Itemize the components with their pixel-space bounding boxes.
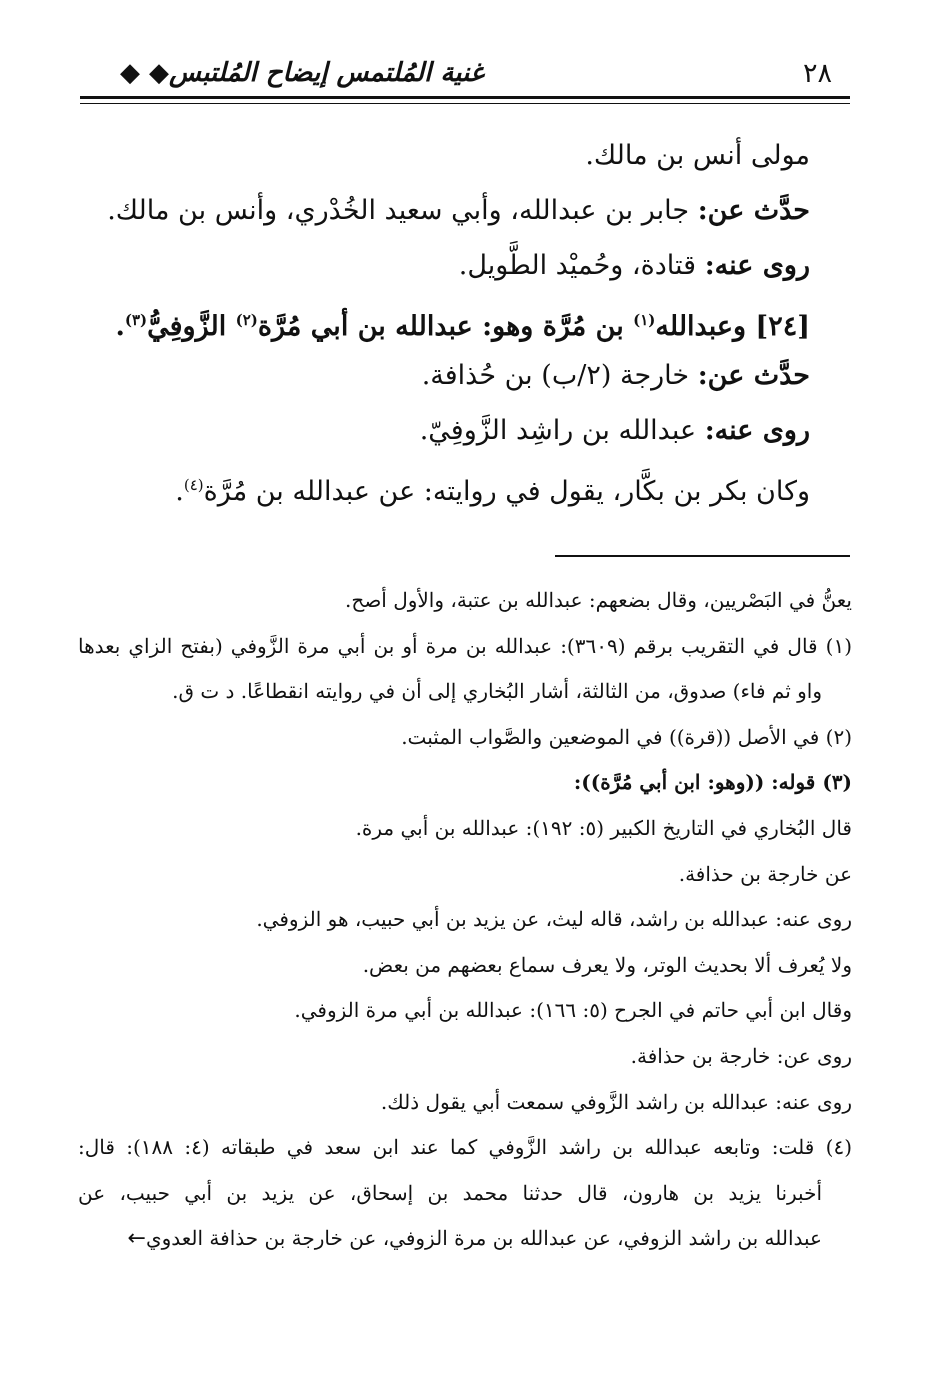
footnote-line [78, 1216, 852, 1262]
entry-name: بن مُرَّة وهو: عبدالله بن أبي مُرَّة [257, 311, 634, 342]
entry-heading [115, 293, 810, 348]
footnote-line: (١) قال في التقريب برقم (٣٦٠٩): عبدالله بن مرة أو بن أبي مرة الزَّوفي (بفتح الزاي بعدها [78, 633, 852, 658]
footnote-line: روى عنه: عبدالله بن راشد، قاله ليث، عن يزيد بن أبي حبيب، هو الزوفي. [256, 907, 852, 932]
text-line [130, 348, 810, 403]
text-line [107, 183, 810, 238]
narrated-by-label: روى عنه: [704, 250, 810, 281]
line-text: وكان بكر بن بكَّار، يقول في روايته: عن عبدالله بن مُرَّة [203, 476, 810, 507]
footnote-line: عن خارجة بن حذافة. [678, 861, 852, 886]
footnote-separator [555, 555, 850, 557]
narrated-by-label: روى عنه: [704, 415, 810, 446]
line-text: عبدالله بن راشِد الزَّوفِيّ. [419, 415, 705, 446]
footnote-line: ولا يُعرف ألا بحديث الوتر، ولا يعرف سماع بعضهم من بعض. [362, 952, 852, 977]
running-title: غنية المُلتمس إيضاح المُلتبس◆ ◆ [120, 58, 484, 88]
text-line [130, 458, 810, 513]
page-number: ٢٨ [802, 58, 832, 89]
footnote-ref: (٢) [235, 311, 258, 329]
footnote-line: قال البُخاري في التاريخ الكبير (٥: ١٩٢): عبدالله بن أبي مرة. [355, 815, 852, 840]
footnote-line: واو ثم فاء) صدوق، من الثالثة، أشار البُخاري إلى أن في روايته انقطاعًا. د ت ق. [172, 679, 822, 704]
header-rule-thick [80, 96, 850, 99]
line-text: مولى أنس بن مالك. [585, 140, 810, 171]
footnote-line: روى عنه: عبدالله بن راشد الزَّوفي سمعت أبي يقول ذلك. [380, 1089, 852, 1114]
footnote-ref: (١) [633, 311, 656, 329]
line-text: خارجة (٢/ب) بن حُذافة. [421, 360, 698, 391]
footnote-line: أخبرنا يزيد بن هارون، قال حدثنا محمد بن إسحاق، عن يزيد بن أبي حبيب، عن [78, 1180, 822, 1205]
footnote-ref: (٤) [183, 476, 204, 494]
footnotes [78, 578, 852, 1262]
footnote-line: يعنُّ في البَصْريين، وقال بضعهم: عبدالله بن عتبة، والأول أصح. [345, 588, 852, 612]
text-line [130, 238, 810, 293]
entry-name: الزَّوفِيُّ [147, 311, 236, 342]
header-rule-thin [80, 103, 850, 104]
arrow-left-icon: ← [127, 1226, 146, 1252]
narrated-from-label: حدَّث عن: [697, 360, 810, 391]
entry-number: [٢٤] [755, 311, 810, 342]
text-line [130, 403, 810, 458]
line-text: قتادة، وحُميْد الطَّويل. [458, 250, 705, 281]
page-header [80, 58, 850, 94]
entry-name: وعبدالله [655, 311, 756, 342]
line-end: . [175, 476, 184, 507]
footnote-line: وقال ابن أبي حاتم في الجرح (٥: ١٦٦): عبدالله بن أبي مرة الزوفي. [294, 998, 852, 1023]
narrated-from-label: حدَّث عن: [697, 195, 810, 226]
main-text [107, 128, 810, 513]
text-line [130, 128, 810, 183]
entry-end: . [115, 311, 125, 342]
footnote-ref: (٣) [124, 311, 148, 329]
footnote-line: روى عن: خارجة بن حذافة. [630, 1043, 852, 1068]
line-text: جابر بن عبدالله، وأبي سعيد الخُدْري، وأنس بن مالك. [107, 195, 698, 226]
footnote-line: (٢) في الأصل ((قرة)) في الموضعين والصَّواب المثبت. [401, 724, 852, 749]
footnote-text: عبدالله بن راشد الزوفي، عن عبدالله بن مرة الزوفي، عن خارجة بن حذافة العدوي [145, 1226, 822, 1251]
footnote-line: (٤) قلت: وتابعه عبدالله بن راشد الزَّوفي كما عند ابن سعد في طبقاته (٤: ١٨٨): قال: [78, 1135, 852, 1160]
footnote-line: (٣) قوله: ((وهو: ابن أبي مُرَّة)): [573, 770, 852, 795]
